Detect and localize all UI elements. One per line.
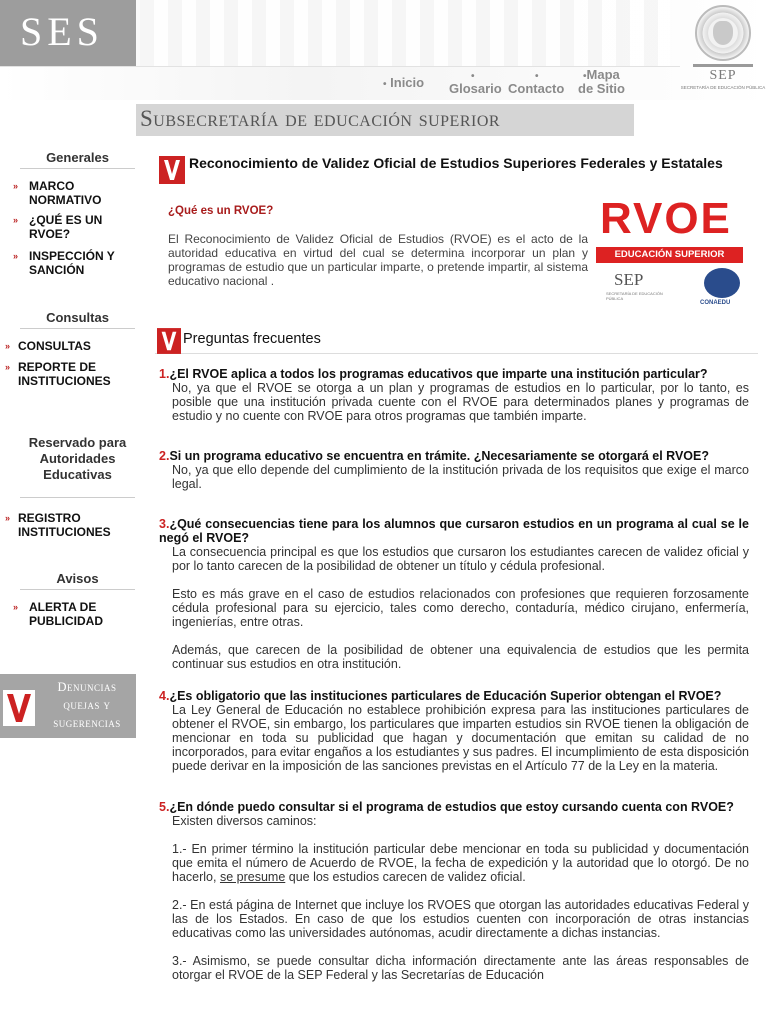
faq-question: ¿En dónde puedo consultar si el programa de estudios que estoy cursando cuenta con RVOE? <box>169 800 734 814</box>
faq-question: ¿Es obligatorio que las instituciones particulares de Educación Superior obtengan el RVOE? <box>169 689 722 703</box>
nav-contacto[interactable]: Contacto <box>508 81 565 96</box>
faq-answer-paragraph: No, ya que el RVOE se otorga a un plan y programas de estudios en lo particular, por lo tanto, es posible que una institución privada cuente con el RVOE para determinados planes y programas de estudio y no cuente con RVOE para otros programas que también imparte. <box>172 381 749 423</box>
bullet-icon: • <box>383 79 387 90</box>
rvoe-subtitle-bar: EDUCACIÓN SUPERIOR <box>596 247 743 263</box>
faq-item-2 <box>159 449 749 491</box>
sidebar-item-que-es-rvoe[interactable] <box>13 213 129 241</box>
sep-wordmark: SEP <box>709 68 737 83</box>
faq-answer-paragraph: No, ya que ello depende del cumplimiento de la institución privada de los requisitos que exige el marco legal. <box>172 463 749 491</box>
sidebar-item-label: INSPECCIÓN Y SANCIÓN <box>29 249 115 277</box>
sidebar-item-label: MARCO NORMATIVO <box>29 179 102 207</box>
faq-number: 4. <box>159 689 170 703</box>
faq-answer <box>159 703 749 773</box>
national-seal-icon <box>695 5 751 61</box>
faq-question: Si un programa educativo se encuentra en trámite. ¿Necesariamente se otorgará el RVOE? <box>169 449 709 463</box>
denuncias-label <box>38 678 136 732</box>
conaedu-label: CONAEDU <box>700 300 731 306</box>
rvoe-sep-wordmark: SEP <box>614 270 644 289</box>
denuncias-line: sugerencias <box>53 716 121 730</box>
chevron-right-icon: » <box>5 362 11 372</box>
faq-answer-paragraph: La Ley General de Educación no establece prohibición expresa para las instituciones particulares de obtener el RVOE, sin embargo, los particulares que imparten estudios sin RVOE tienen la obligación de mencionar en toda su publicidad que hagan y documentación que emitan su calidad de no incorporados, para evitar engaños a los estudiantes y sus padres. El incumplimiento de esta disposición puede derivar en la imposición de las sanciones previstas en el Artículo 77 de la Ley en la materia. <box>172 703 749 773</box>
rvoe-logo <box>596 188 743 310</box>
check-v-icon <box>157 328 181 354</box>
se-presume-link[interactable]: se presume <box>219 870 286 884</box>
faq-item-1 <box>159 367 749 423</box>
faq-answer <box>159 814 749 982</box>
check-v-icon <box>3 690 35 726</box>
faq-answer-paragraph: 2.- En está página de Internet que incluye los RVOES que otorgan las autoridades educativas Federal y las de los Estados. En caso de que los estudios cuenten con incorporación de otras instancias educativas como las universidades autónomas, acudir directamente a dichas instancias. <box>172 898 749 940</box>
faq-answer-paragraph: Existen diversos caminos: <box>172 814 317 828</box>
sep-logo[interactable] <box>678 2 768 100</box>
denuncias-line: Denuncias <box>57 680 117 694</box>
denuncias-banner[interactable] <box>0 674 136 738</box>
sidebar-heading-consultas: Consultas <box>20 310 135 329</box>
sidebar-item-alerta-publicidad[interactable] <box>13 600 129 628</box>
intro-paragraph: El Reconocimiento de Validez Oficial de Estudios (RVOE) es el acto de la autoridad educativa en virtud del cual se determina incorporar un plan y programas de estudio que un particular imparte, o pretende impartir, al sistema educativo nacional . <box>168 232 588 288</box>
sidebar-divider <box>20 497 135 498</box>
faq-question: ¿Qué consecuencias tiene para los alumnos que cursaron estudios en un programa al cual se le negó el RVOE? <box>159 517 749 545</box>
nav-inicio[interactable] <box>383 76 424 92</box>
sidebar-item-registro-instituciones[interactable] <box>5 511 138 539</box>
sidebar-heading-avisos: Avisos <box>20 571 135 590</box>
faq-answer-text: 1.- En primer término la institución particular debe mencionar en toda su publicidad y documentación que emita el número de Acuerdo de RVOE, la fecha de expedición y la autoridad que lo otorgó. De no hacerlo, <box>172 842 749 884</box>
faq-answer-paragraph: 3.- Asimismo, se puede consultar dicha información directamente ante las áreas responsables de otorgar el RVOE de la SEP Federal y las Secretarías de Educación <box>172 954 749 982</box>
sep-subtitle: SECRETARÍA DE EDUCACIÓN PÚBLICA <box>680 85 766 90</box>
faq-number: 1. <box>159 367 170 381</box>
sep-divider <box>693 64 753 67</box>
bullet-icon: • <box>535 71 539 82</box>
chevron-right-icon: » <box>13 215 19 225</box>
nav-mapa-line2[interactable]: de Sitio <box>578 81 625 96</box>
sidebar-item-consultas[interactable] <box>5 339 133 353</box>
faq-answer-paragraph: Esto es más grave en el caso de estudios relacionados con profesiones que requieren forzosamente cédula profesional para su ejercicio, tales como derecho, contaduría, médico cirujano, enfermería, ingenierías, entre otras. <box>172 587 749 629</box>
chevron-right-icon: » <box>13 181 19 191</box>
header-divider <box>0 66 680 67</box>
denuncias-line: quejas y <box>63 698 111 712</box>
chevron-right-icon: » <box>13 602 19 612</box>
sidebar-item-marco-normativo[interactable] <box>13 179 129 207</box>
chevron-right-icon: » <box>5 341 11 351</box>
bullet-icon: • <box>583 71 587 82</box>
chevron-right-icon: » <box>5 513 11 523</box>
nav-mapa-label: Mapa <box>586 67 620 82</box>
faq-answer-paragraph <box>172 842 749 884</box>
ses-logo[interactable]: SES <box>0 0 136 66</box>
bullet-icon: • <box>471 71 475 82</box>
page-header <box>0 0 768 100</box>
conaedu-emblem-icon <box>704 268 740 298</box>
faq-item-5 <box>159 800 749 982</box>
faq-number: 2. <box>159 449 170 463</box>
sidebar-item-label: CONSULTAS <box>18 339 91 353</box>
page-title: Reconocimiento de Validez Oficial de Estudios Superiores Federales y Estatales <box>189 155 723 171</box>
sidebar-note-reservado: Reservado para Autoridades Educativas <box>28 435 127 482</box>
sidebar-heading-generales: Generales <box>20 150 135 169</box>
sidebar-item-label: ALERTA DE PUBLICIDAD <box>29 600 103 628</box>
faq-title: Preguntas frecuentes <box>183 331 321 347</box>
faq-question: ¿El RVOE aplica a todos los programas educativos que imparte una institución particular? <box>169 367 708 381</box>
faq-answer-paragraph: La consecuencia principal es que los estudios que cursaron los estudiantes carecen de validez oficial y por lo tanto carecen de la posibilidad de obtener un título y cédula profesional. <box>172 545 749 573</box>
faq-answer-paragraph: Además, que carecen de la posibilidad de obtener una equivalencia de estudios que les permita continuar sus estudios en otra institución. <box>172 643 749 671</box>
faq-item-3 <box>159 517 749 671</box>
rvoe-sep-subtitle: SECRETARÍA DE EDUCACIÓN PÚBLICA <box>606 291 663 301</box>
nav-inicio-label: Inicio <box>390 75 425 90</box>
chevron-right-icon: » <box>13 251 19 261</box>
header-decoration <box>140 0 670 66</box>
check-v-icon <box>159 156 185 184</box>
sidebar-item-label: ¿QUÉ ES UN RVOE? <box>29 213 103 241</box>
faq-answer-text: que los estudios carecen de validez oficial. <box>285 870 526 884</box>
faq-number: 3. <box>159 517 170 531</box>
nav-glosario[interactable]: Glosario <box>449 81 502 96</box>
faq-answer <box>159 545 749 671</box>
sidebar-item-label: REPORTE DE INSTITUCIONES <box>18 360 111 388</box>
sidebar-item-reporte-instituciones[interactable] <box>5 360 138 388</box>
faq-answer <box>159 381 749 423</box>
sidebar-item-label: REGISTRO INSTITUCIONES <box>18 511 111 539</box>
rvoe-wordmark: RVOE <box>600 194 732 243</box>
section-banner: Subsecretaría de educación superior <box>136 104 634 136</box>
faq-answer <box>159 463 749 491</box>
faq-number: 5. <box>159 800 170 814</box>
faq-header <box>155 328 758 354</box>
what-is-rvoe-link[interactable]: ¿Qué es un RVOE? <box>168 205 274 217</box>
sidebar-item-inspeccion[interactable] <box>13 249 129 277</box>
faq-item-4 <box>159 689 749 773</box>
